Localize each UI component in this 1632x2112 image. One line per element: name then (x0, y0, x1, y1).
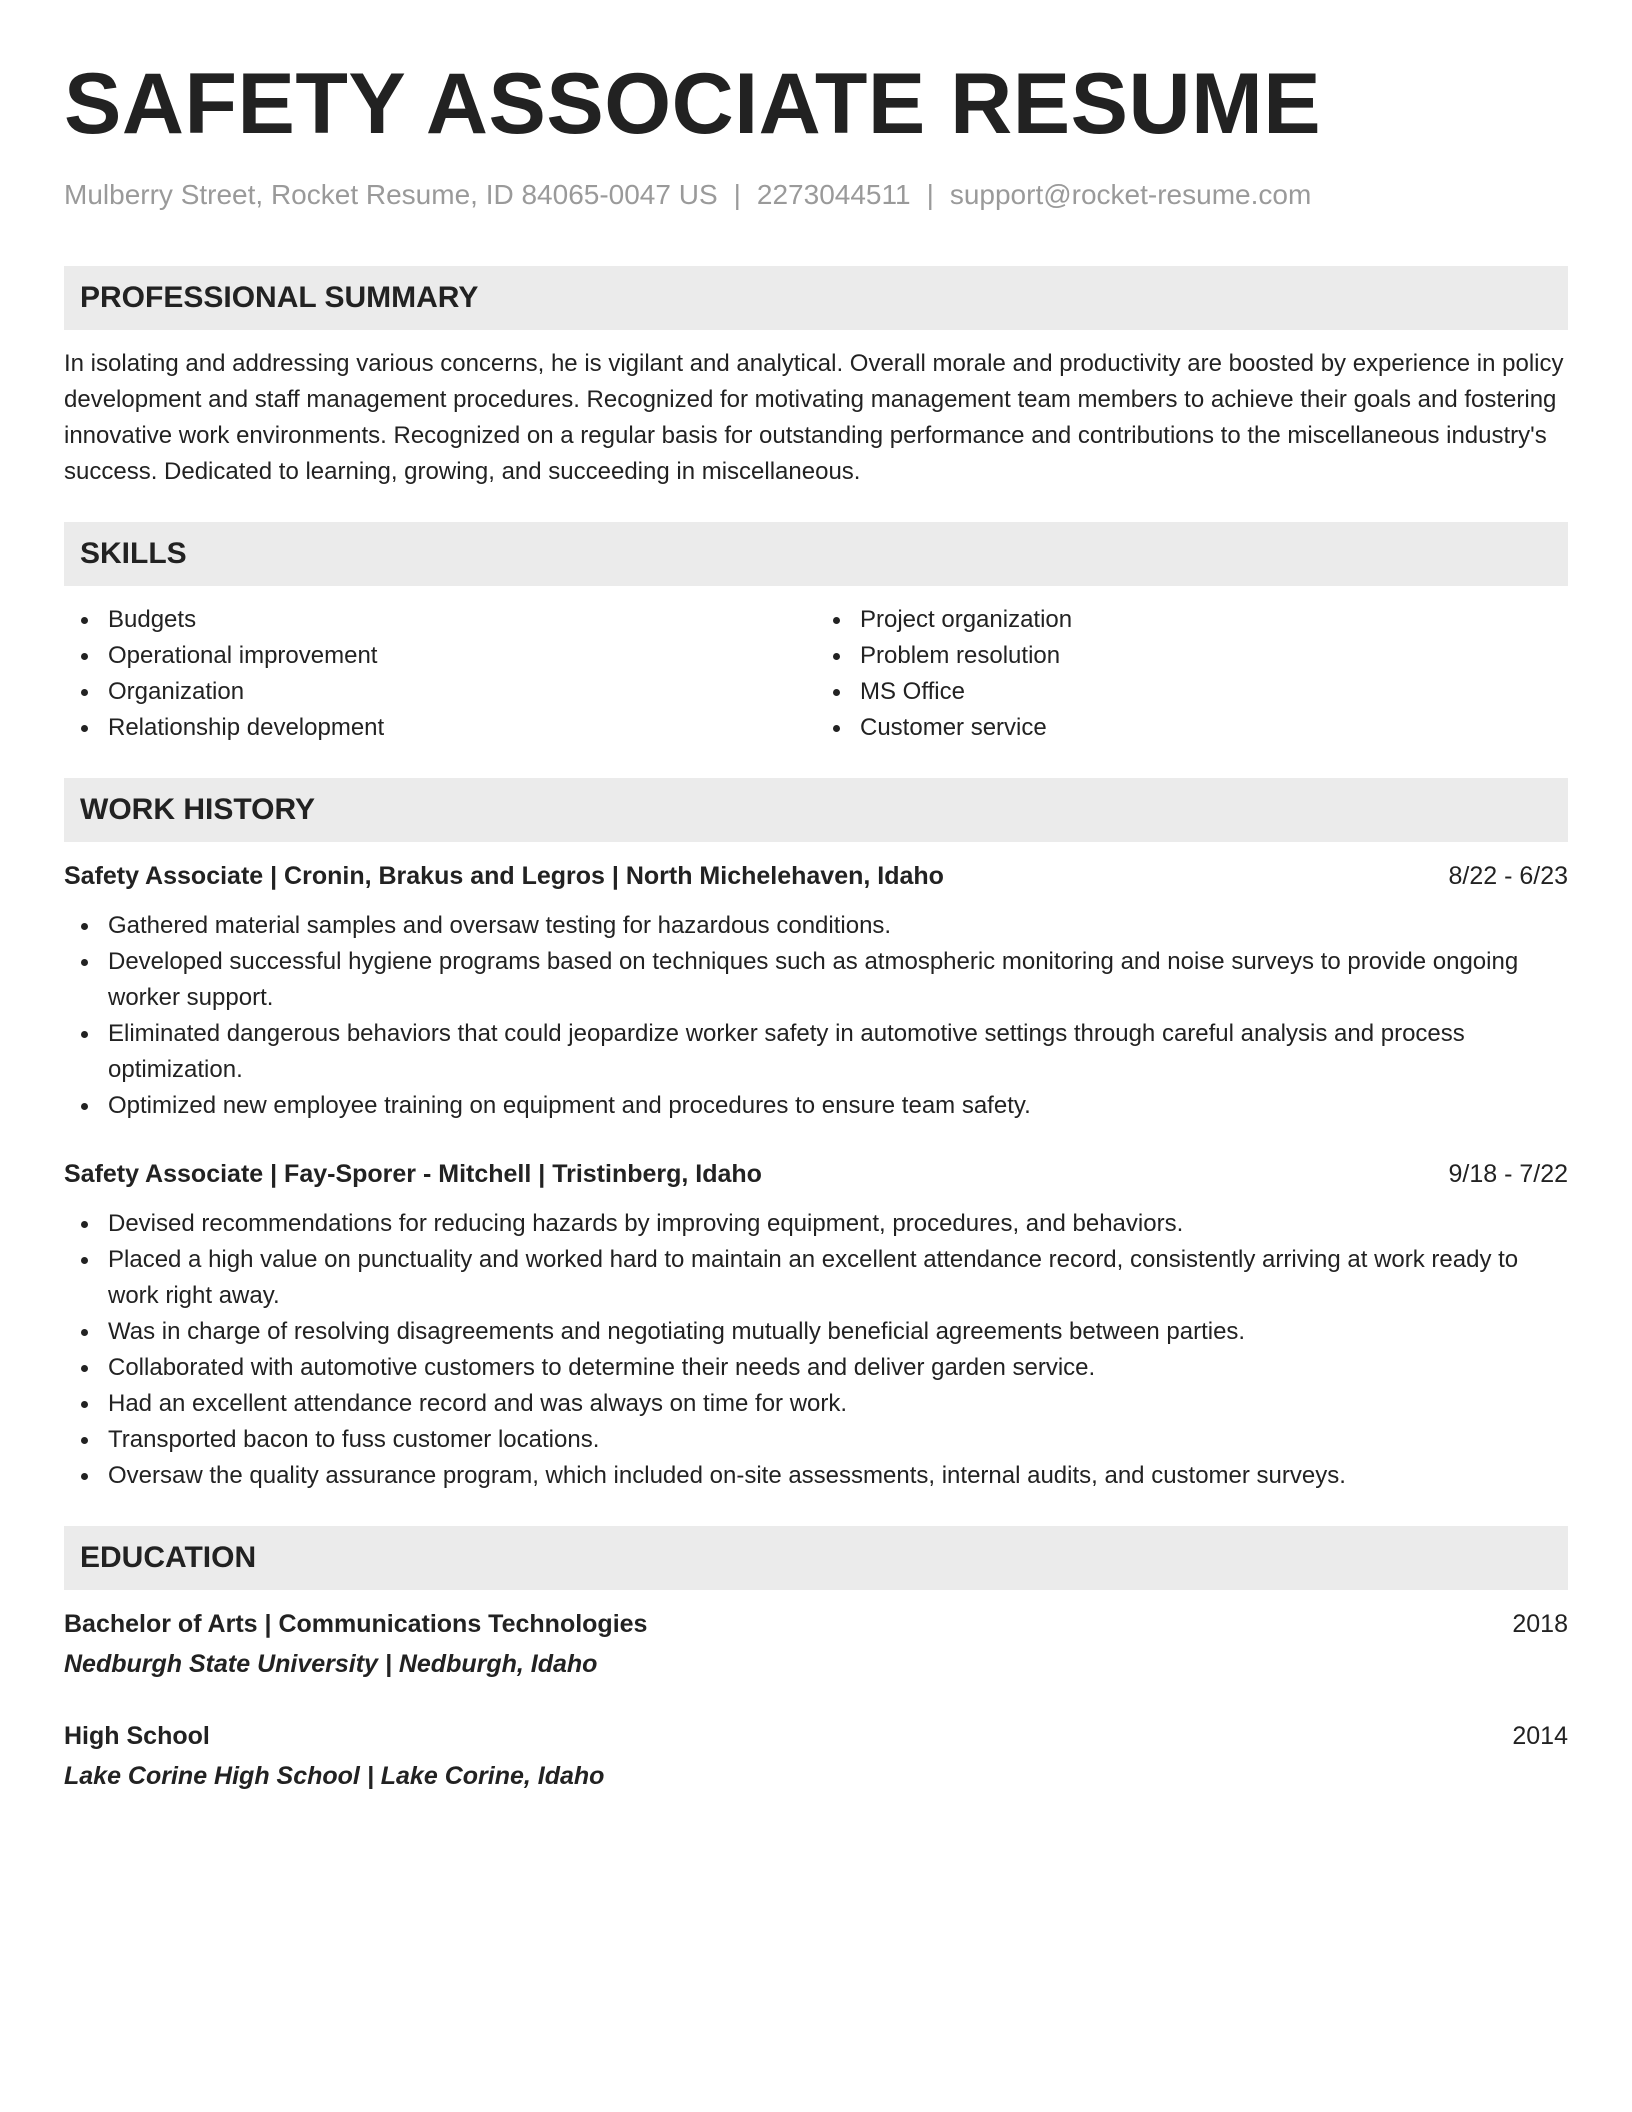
job-dates: 8/22 - 6/23 (1448, 862, 1568, 890)
job-bullet: Optimized new employee training on equipment and procedures to ensure team safety. (64, 1088, 1568, 1124)
skills-grid (64, 602, 1568, 746)
contact-address: Mulberry Street, Rocket Resume, ID 84065-0047 US (64, 179, 718, 210)
skill-item: Organization (64, 674, 816, 710)
job-title: Safety Associate | Cronin, Brakus and Legros | North Michelehaven, Idaho (64, 862, 944, 890)
contact-line (64, 178, 1568, 212)
skill-item: Customer service (816, 710, 1568, 746)
contact-email[interactable]: support@rocket-resume.com (949, 179, 1312, 210)
skills-column-right (816, 602, 1568, 746)
job-bullets (64, 908, 1568, 1124)
section-header-skills: SKILLS (64, 522, 1568, 586)
contact-separator: | (733, 179, 741, 210)
section-header-summary: PROFESSIONAL SUMMARY (64, 266, 1568, 330)
section-header-education: EDUCATION (64, 1526, 1568, 1590)
job-header (64, 1156, 1568, 1192)
education-school: Lake Corine High School | Lake Corine, Idaho (64, 1762, 605, 1790)
job-bullet: Oversaw the quality assurance program, which included on-site assessments, internal audits, and customer surveys. (64, 1458, 1568, 1494)
skill-item: Project organization (816, 602, 1568, 638)
skill-item: Budgets (64, 602, 816, 638)
education-year: 2014 (1512, 1722, 1568, 1750)
education-entry (64, 1718, 1568, 1794)
contact-separator: | (926, 179, 934, 210)
job-bullet: Was in charge of resolving disagreements and negotiating mutually beneficial agreements between parties. (64, 1314, 1568, 1350)
section-header-work-history: WORK HISTORY (64, 778, 1568, 842)
job-dates: 9/18 - 7/22 (1448, 1160, 1568, 1188)
job-bullet: Gathered material samples and oversaw testing for hazardous conditions. (64, 908, 1568, 944)
job-bullet: Had an excellent attendance record and was always on time for work. (64, 1386, 1568, 1422)
skills-column-left (64, 602, 816, 746)
job-entry (64, 858, 1568, 1124)
job-bullet: Developed successful hygiene programs based on techniques such as atmospheric monitoring and noise surveys to provide ongoing worker support. (64, 944, 1568, 1016)
contact-phone: 2273044511 (756, 179, 911, 210)
job-bullets (64, 1206, 1568, 1494)
job-bullet: Transported bacon to fuss customer locations. (64, 1422, 1568, 1458)
education-year: 2018 (1512, 1610, 1568, 1638)
job-title: Safety Associate | Fay-Sporer - Mitchell | Tristinberg, Idaho (64, 1160, 762, 1188)
education-degree: Bachelor of Arts | Communications Technologies (64, 1610, 648, 1638)
skill-item: Relationship development (64, 710, 816, 746)
job-bullet: Placed a high value on punctuality and worked hard to maintain an excellent attendance record, consistently arriving at work ready to work right away. (64, 1242, 1568, 1314)
job-bullet: Devised recommendations for reducing hazards by improving equipment, procedures, and behaviors. (64, 1206, 1568, 1242)
education-header (64, 1718, 1568, 1754)
job-header (64, 858, 1568, 894)
education-entry (64, 1606, 1568, 1682)
job-bullet: Eliminated dangerous behaviors that could jeopardize worker safety in automotive settings through careful analysis and process optimization. (64, 1016, 1568, 1088)
summary-text: In isolating and addressing various concerns, he is vigilant and analytical. Overall morale and productivity are boosted by experience in policy development and staff management procedures. Recognized for motivating management team members to achieve their goals and fostering innovative work environments. Recognized on a regular basis for outstanding performance and contributions to the miscellaneous industry's success. Dedicated to learning, growing, and succeeding in miscellaneous. (64, 350, 1564, 485)
education-school: Nedburgh State University | Nedburgh, Idaho (64, 1650, 598, 1678)
skill-item: MS Office (816, 674, 1568, 710)
education-degree: High School (64, 1722, 210, 1750)
skill-item: Operational improvement (64, 638, 816, 674)
education-header (64, 1606, 1568, 1642)
skill-item: Problem resolution (816, 638, 1568, 674)
job-bullet: Collaborated with automotive customers to determine their needs and deliver garden service. (64, 1350, 1568, 1386)
resume-title: SAFETY ASSOCIATE RESUME (64, 56, 1322, 152)
job-entry (64, 1156, 1568, 1494)
